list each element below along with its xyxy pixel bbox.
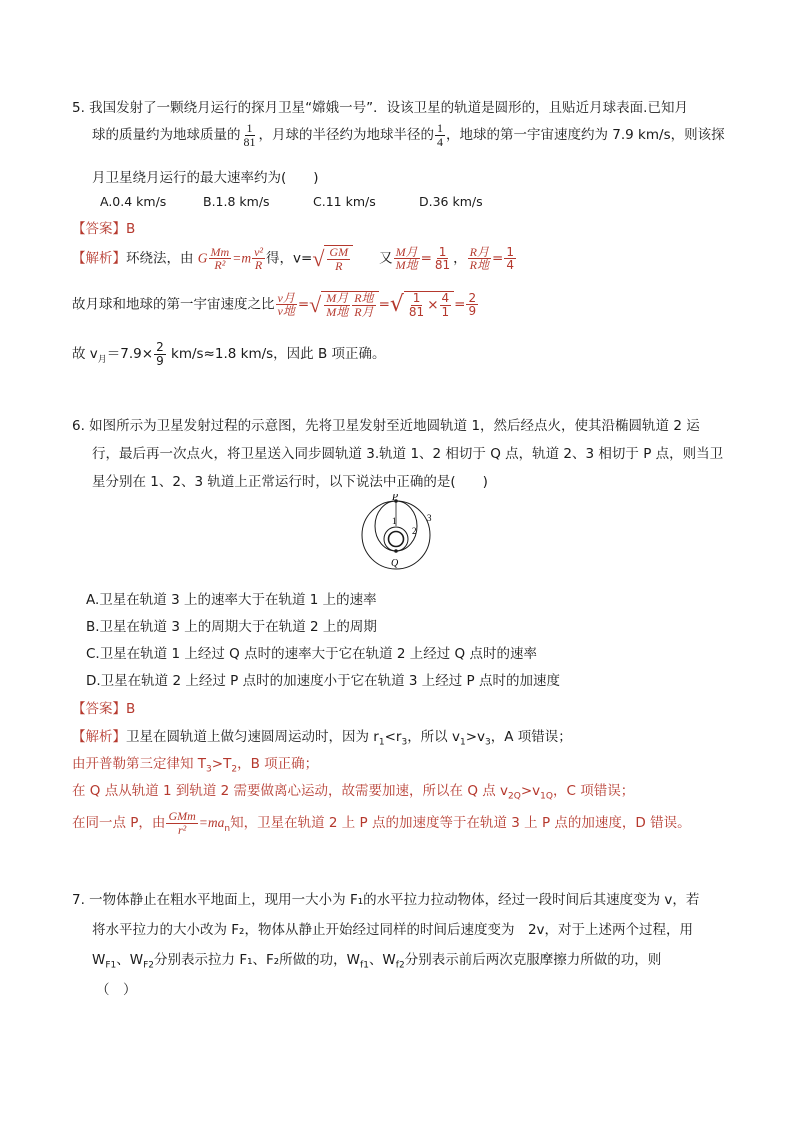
q5-analysis-label: 【解析】 xyxy=(72,250,126,267)
q6-stem-line3: 星分别在 1、2、3 轨道上正常运行时，以下说法中正确的是( ) xyxy=(92,474,488,490)
q5-stem-line3: 月卫星绕月运行的最大速率约为( ) xyxy=(92,170,319,186)
label-1: 1 xyxy=(392,516,397,526)
label-2: 2 xyxy=(412,526,417,536)
q7-stem-line1: 7. 一物体静止在粗水平地面上，现用一大小为 F₁的水平拉力拉动物体，经过一段时间后其速度变为 v，若 xyxy=(72,892,700,908)
q5-option-a: A.0.4 km/s xyxy=(100,194,167,209)
q5-option-d: D.36 km/s xyxy=(419,194,483,209)
q6-analysis-line2: 由开普勒第三定律知 $T_3>T_2$，B 项正确； xyxy=(72,756,319,775)
q5-fraction-mass: $\frac{1}{81}$ xyxy=(243,121,256,149)
q5-analysis-line1: 【解析】环绕法，由 G $\frac{Mm}{\text{R²}}$ =m $\frac{\text{v²}}{R}$ 得，v= √ $\frac{GM}{R}$ 又 $\frac{\text{M月}}{\text{M地}}$ = $\frac{1}{81}$ ， $\frac{\text{R月}}{\text{R地}}$ = $\frac{1}{4}$ xyxy=(72,244,514,273)
q7-stem-line4: （ ） xyxy=(96,982,137,998)
q6-option-a: A.卫星在轨道 3 上的速率大于在轨道 1 上的速率 xyxy=(86,592,377,608)
orbit-diagram xyxy=(355,494,439,574)
q6-option-d: D.卫星在轨道 2 上经过 P 点时的加速度小于它在轨道 3 上经过 P 点时的加速度 xyxy=(86,673,560,689)
q5-text: ，月球的半径约为地球半径的 xyxy=(258,127,434,144)
q5-ratio-sqrt-1: √ $\frac{\text{M月}}{\text{M地}}$ $\frac{\text{R地}}{\text{R月}}$ xyxy=(309,291,378,318)
q5-option-b: B.1.8 km/s xyxy=(203,194,270,209)
label-3: 3 xyxy=(427,513,432,523)
orbit-1-circle xyxy=(384,527,408,551)
q5-option-c: C.11 km/s xyxy=(313,194,376,209)
q5-ratio-line: 故月球和地球的第一宇宙速度之比 $\frac{\text{v月}}{\text{v地}}$ = √ $\frac{\text{M月}}{\text{M地}}$ $\frac{\text{R地}}{\text{R月}}$ = √ $\frac{1}{81}$ × $\frac{4}{1}$ = $\frac{2}{9}$ xyxy=(72,290,477,319)
point-q-dot xyxy=(394,549,398,553)
q5-stem-line1: 5. 我国发射了一颗绕月运行的探月卫星“嫦娥一号”．设该卫星的轨道是圆形的，且贴近月球表面.已知月 xyxy=(72,100,688,116)
q6-answer: 【答案】B xyxy=(72,701,136,717)
q7-stem-line3: $W_{F1}$、$W_{F2}$分别表示拉力 F₁、F₂所做的功，$W_{f1}$、$W_{f2}$分别表示前后两次克服摩擦力所做的功，则 xyxy=(92,952,662,971)
q5-stem-line2 xyxy=(92,122,725,148)
label-q: Q xyxy=(391,558,399,569)
q6-analysis-label: 【解析】 xyxy=(72,729,126,745)
q6-option-c: C.卫星在轨道 1 上经过 Q 点时的速率大于它在轨道 2 上经过 Q 点时的速率 xyxy=(86,646,537,662)
q5-text: ，地球的第一宇宙速度约为 7.9 km/s，则该探 xyxy=(446,127,725,144)
q6-analysis-line4: 在同一点 P，由 $\frac{\text{GMm}}{\text{r²}}$ $=ma_n$知，卫星在轨道 2 上 P 点的加速度等于在轨道 3 上 P 点的加速度，D 错误。 xyxy=(72,809,691,837)
q6-stem-line2: 行，最后再一次点火，将卫星送入同步圆轨道 3.轨道 1、2 相切于 Q 点，轨道 2、3 相切于 P 点，则当卫 xyxy=(92,446,724,462)
label-p: P xyxy=(392,494,399,503)
earth-circle xyxy=(389,532,404,547)
q5-sqrt: √ $\frac{GM}{R}$ xyxy=(312,245,353,272)
q7-stem-line2: 将水平拉力的大小改为 F₂，物体从静止开始经过同样的时间后速度变为 2v，对于上述两个过程，用 xyxy=(92,922,694,938)
q5-ratio-sqrt-2: √ $\frac{1}{81}$ × $\frac{4}{1}$ xyxy=(390,291,454,318)
q5-result-line: 故 $v_月=7.9\times$ $\frac{2}{9}$ km/s≈1.8 km/s，因此 B 项正确。 xyxy=(72,340,386,368)
q6-stem-line1: 6. 如图所示为卫星发射过程的示意图，先将卫星发射至近地圆轨道 1，然后经点火，使其沿椭圆轨道 2 运 xyxy=(72,418,700,434)
q6-option-b: B.卫星在轨道 3 上的周期大于在轨道 2 上的周期 xyxy=(86,619,377,635)
q5-text: 球的质量约为地球质量的 xyxy=(92,127,241,144)
q6-analysis-line1: 【解析】卫星在圆轨道上做匀速圆周运动时，因为 $r_1<r_3$，所以 $v_1>v_3$，A 项错误； xyxy=(72,729,572,748)
q5-fraction-radius: $\frac{1}{4}$ xyxy=(437,121,443,149)
q6-analysis-line3: 在 Q 点从轨道 1 到轨道 2 需要做离心运动，故需要加速，所以在 Q 点 $v_{2Q}>v_{1Q}$，C 项错误； xyxy=(72,783,635,802)
q5-answer: 【答案】B xyxy=(72,221,136,237)
